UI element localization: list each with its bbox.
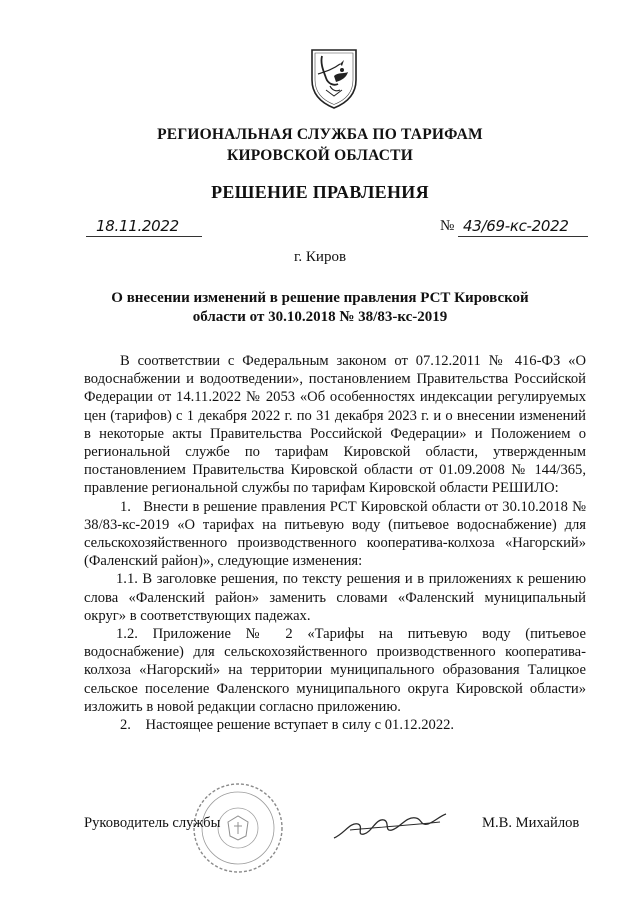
- city: г. Киров: [293, 249, 347, 265]
- subject-line1: О внесении изменений в решение правления РСТ Кировской: [111, 290, 529, 306]
- intro-paragraph: В соответствии с Федеральным законом от 07.12.2011 № 416-ФЗ «О водоснабжении и водоотведении», постановлением Правительства Российской Федерации от 14.11.2022 № 2053 «Об особенностях индексации регулируемых цен (тарифов) с 1 декабря 2022 г. по 31 декабря 2023 г. и о внесении изменений в некоторые акты Правительства Российской Федерации» и Положением о региональной службе по тарифам Кировской области, утвержденным постановлением Правительства Кировской области от 01.09.2008 № 144/365, правление региональной службы по тарифам Кировской области РЕШИЛО:: [84, 353, 586, 497]
- handwritten-signature-icon: [330, 804, 450, 844]
- item-1: 1. Внести в решение правления РСТ Кировской области от 30.10.2018 № 38/83-кс-2019 «О тарифах на питьевую воду (питьевое водоснабжение) для сельскохозяйственного производственного кооператива-колхоза «Нагорский» (Фаленский район)», следующие изменения:: [84, 498, 586, 570]
- signatory-position: Руководитель службы: [84, 815, 221, 831]
- date-underline: [86, 236, 202, 237]
- document-title: РЕШЕНИЕ ПРАВЛЕНИЯ: [211, 182, 429, 202]
- org-name-line1: РЕГИОНАЛЬНАЯ СЛУЖБА ПО ТАРИФАМ: [157, 126, 483, 143]
- document-date: 18.11.2022: [96, 217, 179, 235]
- item-1-2: 1.2. Приложение № 2 «Тарифы на питьевую воду (питьевое водоснабжение) для сельскохозяйственного производственного кооператива-колхоза «Нагорский» на территории муниципального образования Талицкое сельское поселение Фаленского муниципального округа Кировской области» изложить в новой редакции согласно приложению.: [84, 626, 586, 715]
- signatory-name: М.В. Михайлов: [482, 815, 580, 831]
- item-1-1: 1.1. В заголовке решения, по тексту решения и в приложениях к решению слова «Фаленский район» заменить словами «Фаленский муниципальный округ» в соответствующих падежах.: [84, 571, 586, 624]
- number-underline: [458, 236, 588, 237]
- kirov-coat-of-arms-icon: [304, 46, 364, 110]
- item-2: 2. Настоящее решение вступает в силу с 01.12.2022.: [120, 717, 455, 734]
- document-number: 43/69-кс-2022: [463, 217, 569, 235]
- number-sign: №: [440, 218, 455, 234]
- document-body: [84, 352, 586, 734]
- org-name-line2: КИРОВСКОЙ ОБЛАСТИ: [227, 147, 413, 164]
- subject-line2: области от 30.10.2018 № 38/83-кс-2019: [192, 309, 448, 325]
